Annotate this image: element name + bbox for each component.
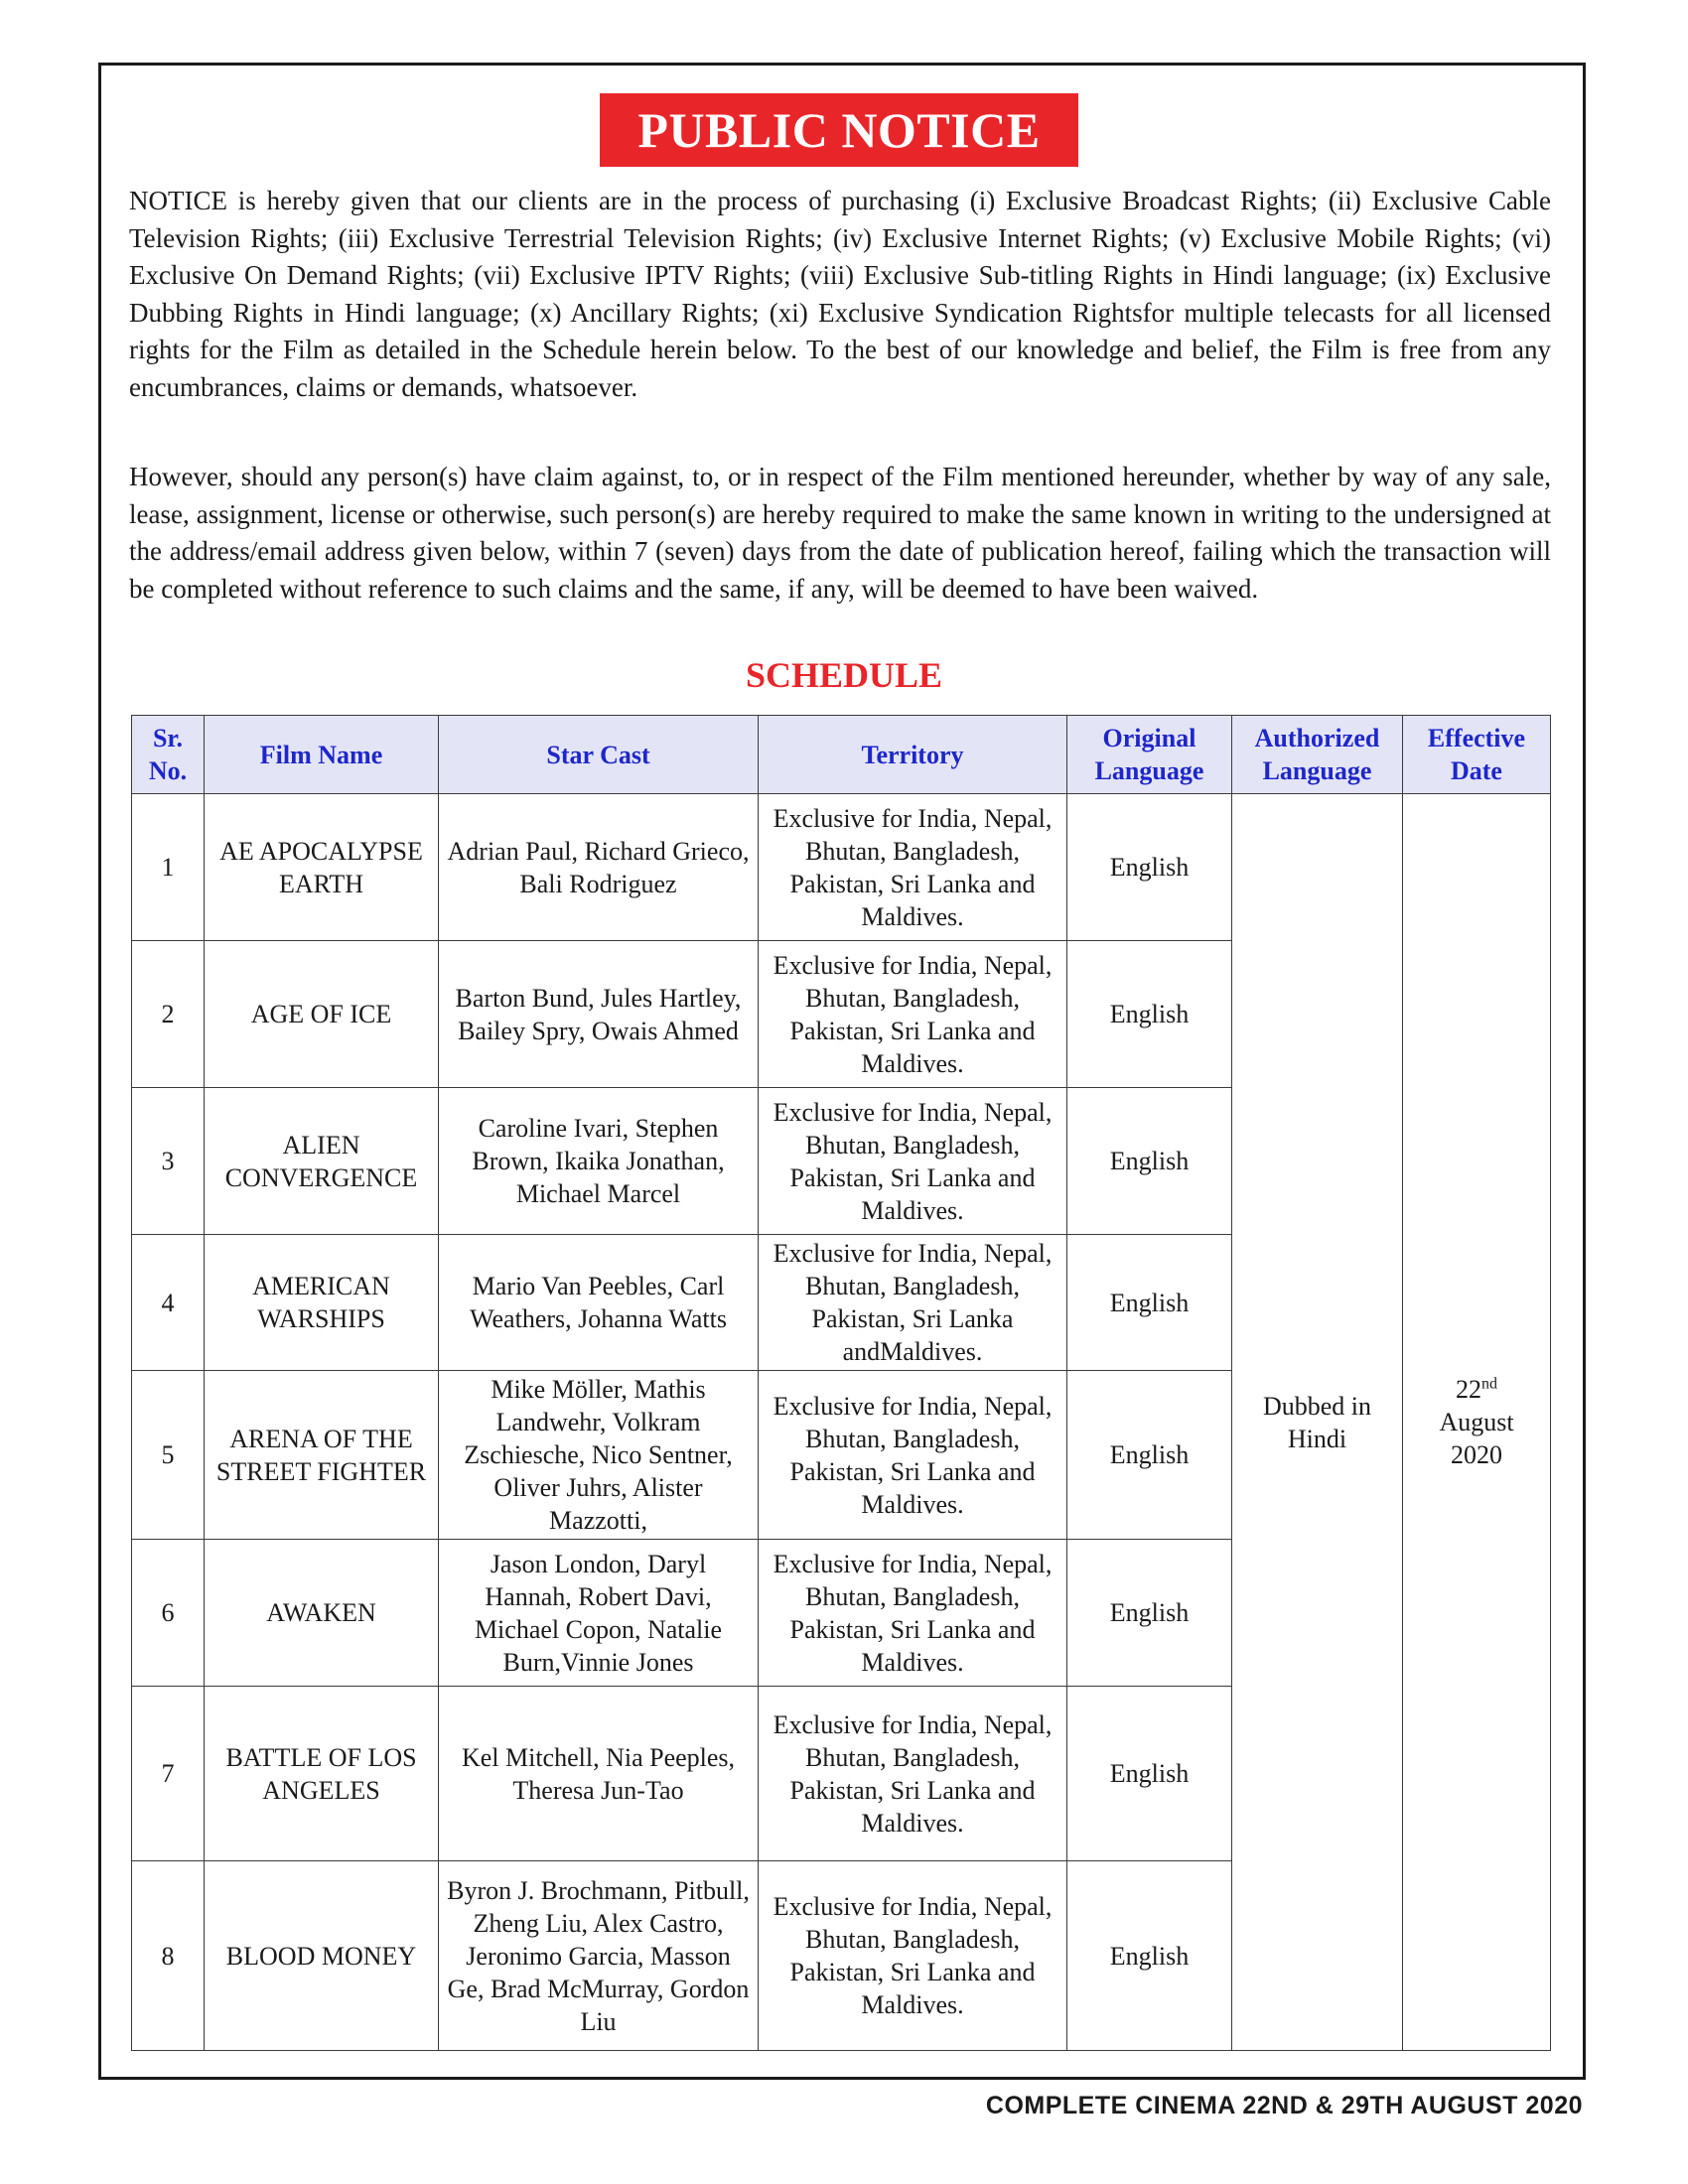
header-effective-date: Effective Date — [1403, 716, 1551, 794]
cell-territory: Exclusive for India, Nepal, Bhutan, Bangladesh, Pakistan, Sri Lanka and Maldives. — [759, 1861, 1067, 2051]
cell-star-cast: Byron J. Brochmann, Pitbull, Zheng Liu, Alex Castro, Jeronimo Garcia, Masson Ge, Brad McMurray, Gordon Liu — [439, 1861, 759, 2051]
cell-sr-no: 1 — [132, 794, 205, 941]
publication-footer: COMPLETE CINEMA 22ND & 29TH AUGUST 2020 — [985, 2092, 1583, 2119]
cell-sr-no: 8 — [132, 1861, 205, 2051]
cell-territory: Exclusive for India, Nepal, Bhutan, Bangladesh, Pakistan, Sri Lanka and Maldives. — [759, 1540, 1067, 1687]
cell-sr-no: 7 — [132, 1687, 205, 1861]
cell-sr-no: 3 — [132, 1088, 205, 1235]
schedule-table — [131, 715, 1551, 2051]
header-territory: Territory — [759, 716, 1067, 794]
effective-year: 2020 — [1451, 1440, 1502, 1469]
cell-film-name: AMERICAN WARSHIPS — [205, 1235, 439, 1371]
cell-original-language: English — [1067, 1687, 1232, 1861]
cell-star-cast: Barton Bund, Jules Hartley, Bailey Spry, Owais Ahmed — [439, 941, 759, 1088]
table-row — [132, 794, 1551, 941]
cell-effective-date — [1403, 794, 1551, 2051]
cell-original-language: English — [1067, 1088, 1232, 1235]
cell-original-language: English — [1067, 1371, 1232, 1540]
header-film-name: Film Name — [205, 716, 439, 794]
header-authorized-language: Authorized Language — [1232, 716, 1403, 794]
cell-film-name: AWAKEN — [205, 1540, 439, 1687]
notice-paragraph-1: NOTICE is hereby given that our clients are in the process of purchasing (i) Exclusive Broadcast Rights; (ii) Exclusive Cable Television Rights; (iii) Exclusive Terrestrial Television Rights; (iv) Exclusive Internet Rights; (v) Exclusive Mobile Rights; (vi) Exclusive On Demand Rights; (vii) Exclusive IPTV Rights; (viii) Exclusive Sub-titling Rights in Hindi language; (ix) Exclusive Dubbing Rights in Hindi language; (x) Ancillary Rights; (xi) Exclusive Syndication Rightsfor multiple telecasts for all licensed rights for the Film as detailed in the Schedule herein below. To the best of our knowledge and belief, the Film is free from any encumbrances, claims or demands, whatsoever. — [129, 186, 1551, 402]
cell-star-cast: Mike Möller, Mathis Landwehr, Volkram Zschiesche, Nico Sentner, Oliver Juhrs, Alister Mazzotti, — [439, 1371, 759, 1540]
cell-original-language: English — [1067, 1861, 1232, 2051]
cell-authorized-language: Dubbed in Hindi — [1232, 794, 1403, 2051]
cell-sr-no: 2 — [132, 941, 205, 1088]
effective-day-suffix: nd — [1481, 1375, 1497, 1393]
cell-original-language: English — [1067, 794, 1232, 941]
cell-original-language: English — [1067, 1235, 1232, 1371]
cell-star-cast: Jason London, Daryl Hannah, Robert Davi, Michael Copon, Natalie Burn,Vinnie Jones — [439, 1540, 759, 1687]
table-header-row — [132, 716, 1551, 794]
cell-film-name: ALIEN CONVERGENCE — [205, 1088, 439, 1235]
cell-territory: Exclusive for India, Nepal, Bhutan, Bangladesh, Pakistan, Sri Lanka andMaldives. — [759, 1235, 1067, 1371]
cell-film-name: ARENA OF THE STREET FIGHTER — [205, 1371, 439, 1540]
cell-film-name: AGE OF ICE — [205, 941, 439, 1088]
notice-paragraph-2: However, should any person(s) have claim against, to, or in respect of the Film mentioned hereunder, whether by way of any sale, lease, assignment, license or otherwise, such person(s) are hereby required to make the same known in writing to the undersigned at the address/email address given below, within 7 (seven) days from the date of publication hereof, failing which the transaction will be completed without reference to such claims and the same, if any, will be deemed to have been waived. — [129, 462, 1551, 604]
schedule-heading: SCHEDULE — [745, 655, 943, 695]
cell-sr-no: 6 — [132, 1540, 205, 1687]
cell-sr-no: 5 — [132, 1371, 205, 1540]
cell-film-name: BLOOD MONEY — [205, 1861, 439, 2051]
cell-territory: Exclusive for India, Nepal, Bhutan, Bangladesh, Pakistan, Sri Lanka and Maldives. — [759, 941, 1067, 1088]
cell-sr-no: 4 — [132, 1235, 205, 1371]
header-star-cast: Star Cast — [439, 716, 759, 794]
cell-star-cast: Caroline Ivari, Stephen Brown, Ikaika Jonathan, Michael Marcel — [439, 1088, 759, 1235]
cell-film-name: BATTLE OF LOS ANGELES — [205, 1687, 439, 1861]
cell-territory: Exclusive for India, Nepal, Bhutan, Bangladesh, Pakistan, Sri Lanka and Maldives. — [759, 1687, 1067, 1861]
cell-territory: Exclusive for India, Nepal, Bhutan, Bangladesh, Pakistan, Sri Lanka and Maldives. — [759, 1088, 1067, 1235]
cell-star-cast: Kel Mitchell, Nia Peeples, Theresa Jun-Tao — [439, 1687, 759, 1861]
cell-territory: Exclusive for India, Nepal, Bhutan, Bangladesh, Pakistan, Sri Lanka and Maldives. — [759, 794, 1067, 941]
effective-month: August — [1439, 1408, 1514, 1436]
notice-title: PUBLIC NOTICE — [600, 93, 1078, 167]
cell-star-cast: Adrian Paul, Richard Grieco, Bali Rodriguez — [439, 794, 759, 941]
cell-territory: Exclusive for India, Nepal, Bhutan, Bangladesh, Pakistan, Sri Lanka and Maldives. — [759, 1371, 1067, 1540]
cell-original-language: English — [1067, 1540, 1232, 1687]
header-original-language: Original Language — [1067, 716, 1232, 794]
header-sr-no: Sr. No. — [132, 716, 205, 794]
cell-film-name: AE APOCALYPSE EARTH — [205, 794, 439, 941]
cell-star-cast: Mario Van Peebles, Carl Weathers, Johanna Watts — [439, 1235, 759, 1371]
effective-day: 22 — [1456, 1375, 1481, 1404]
cell-original-language: English — [1067, 941, 1232, 1088]
